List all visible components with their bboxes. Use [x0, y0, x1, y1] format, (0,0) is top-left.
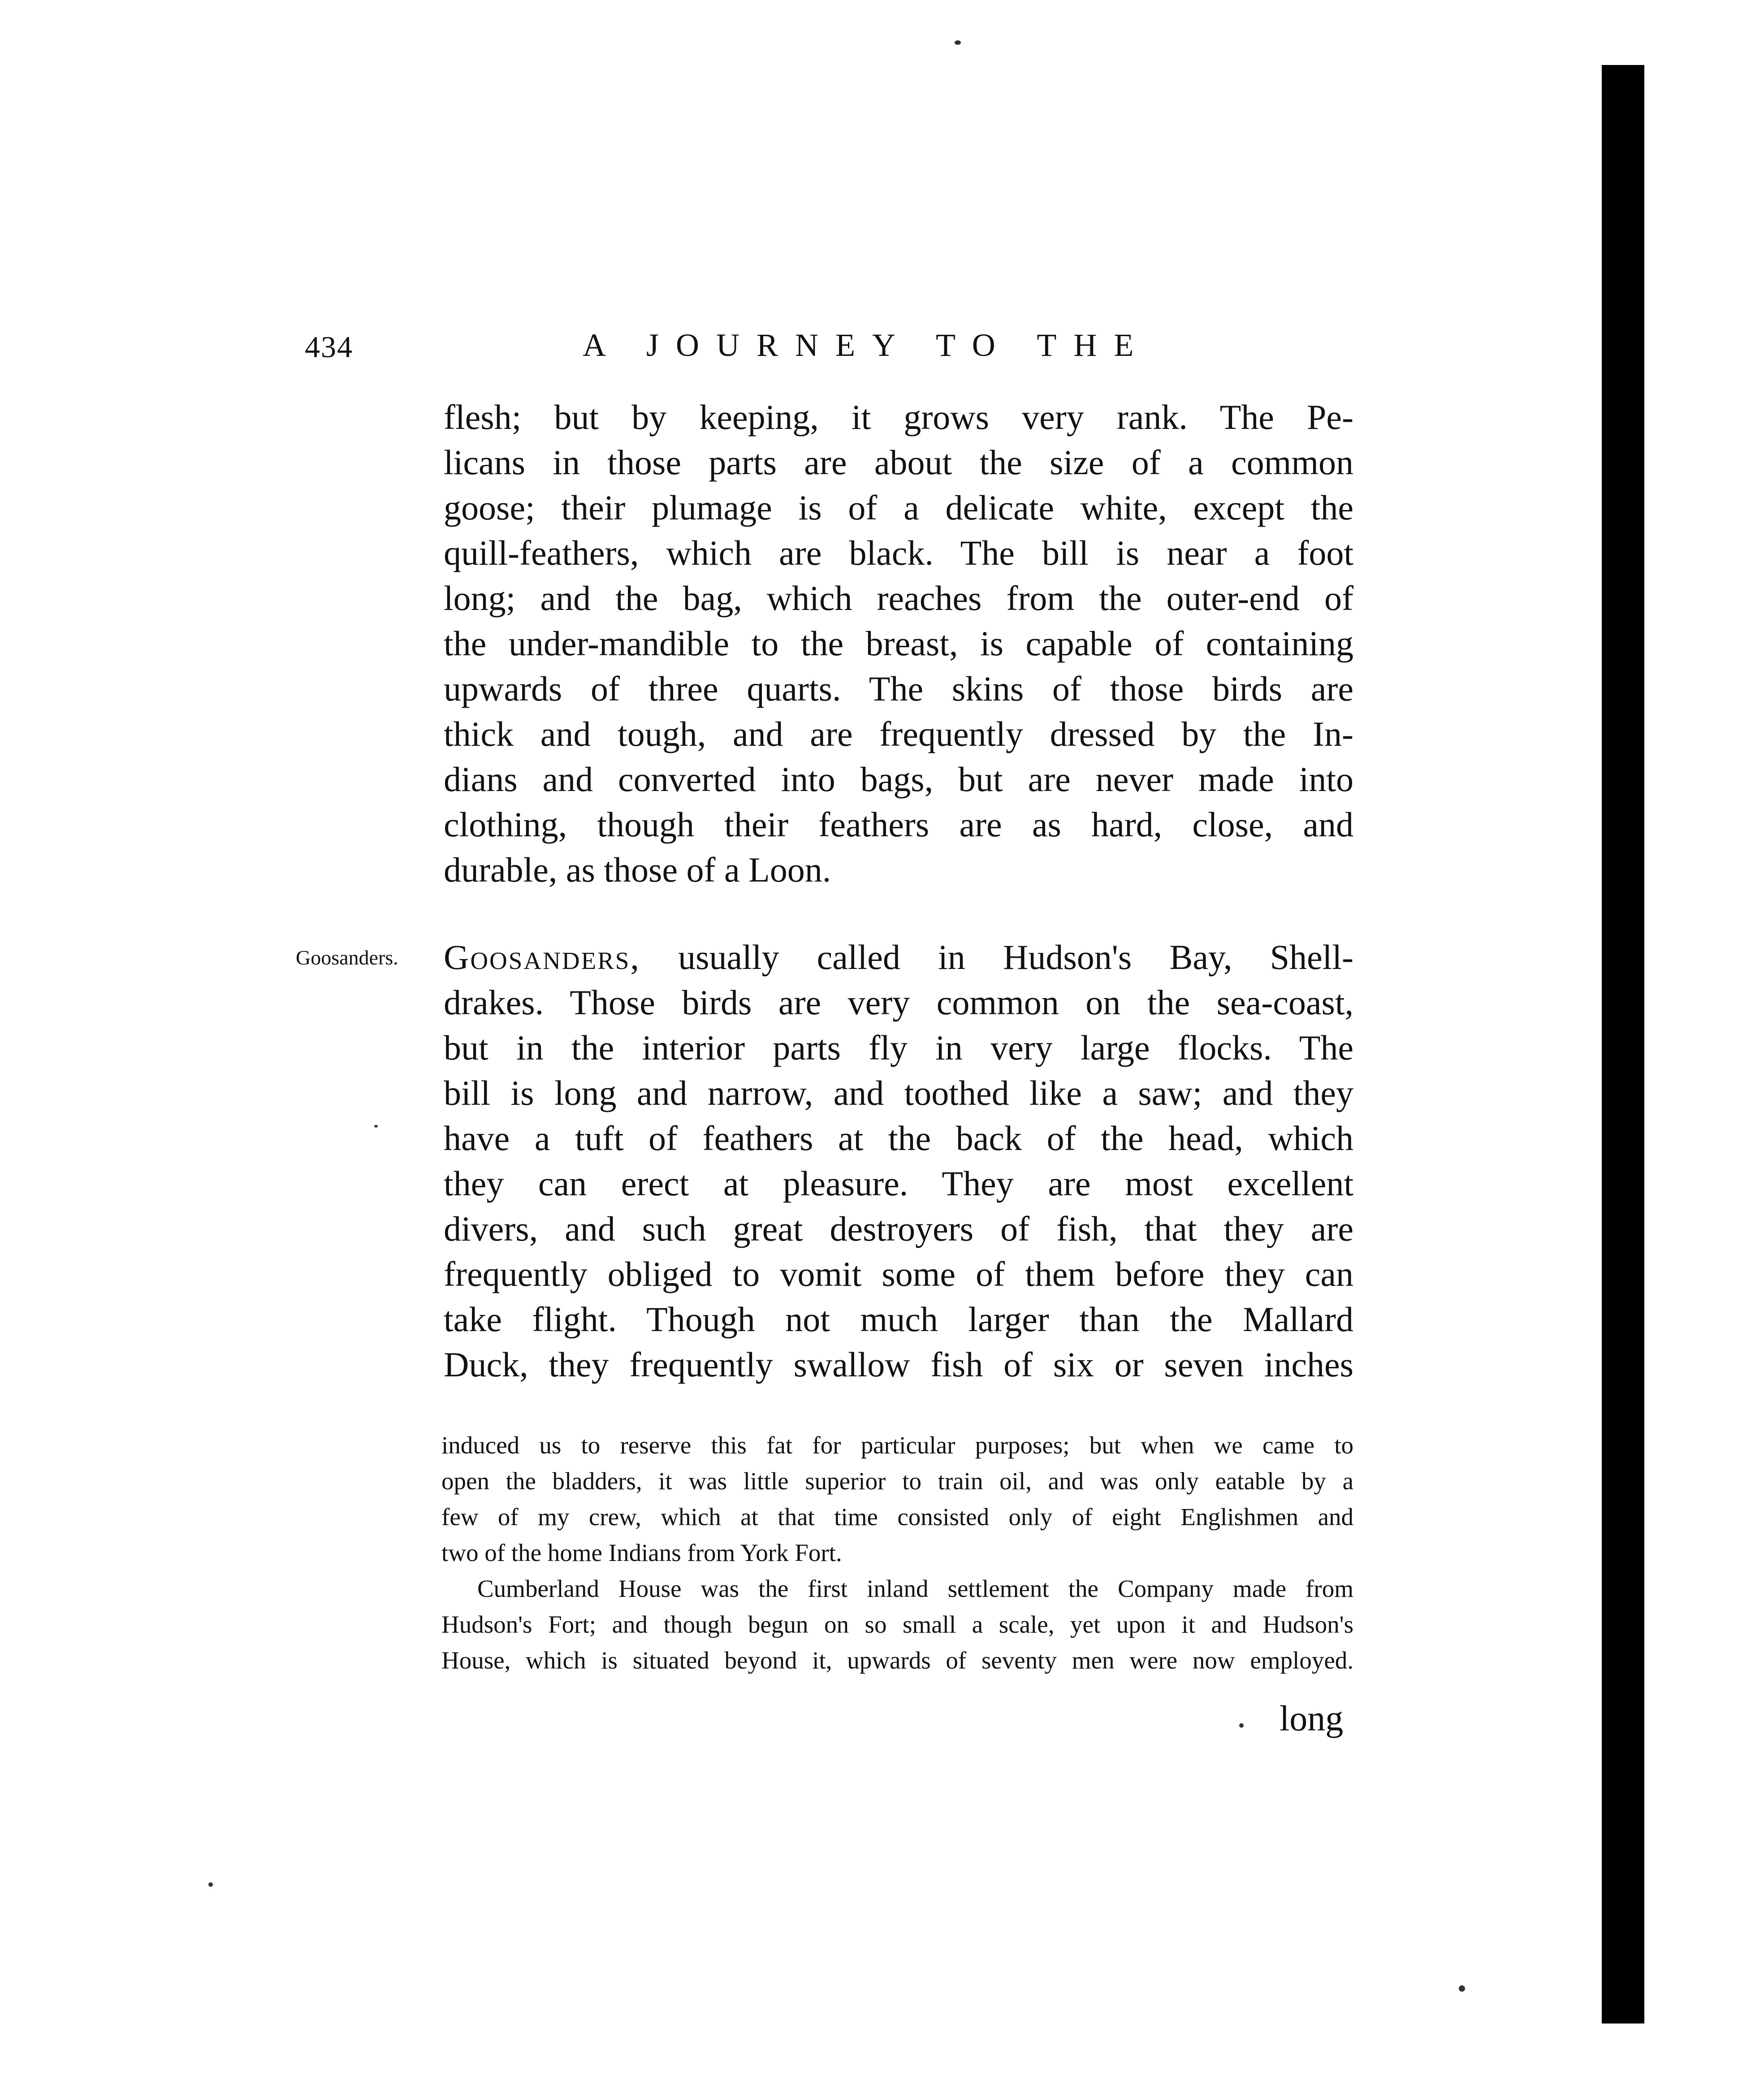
text-line: upwards of three quarts. The skins of those birds are: [444, 669, 1353, 708]
text-line: long; and the bag, which reaches from the outer-end of: [444, 579, 1353, 618]
text-line: quill-feathers, which are black. The bill is near a foot: [444, 533, 1353, 572]
footnote-line: Cumberland House was the first inland settlement the Company made from: [477, 1575, 1353, 1602]
scan-speck: [1239, 1723, 1244, 1728]
text-line: durable, as those of a Loon.: [444, 850, 831, 889]
text-line: the under-mandible to the breast, is capable of containing: [444, 624, 1353, 663]
scan-speck: [955, 40, 961, 45]
footnote-line: two of the home Indians from York Fort.: [441, 1539, 842, 1566]
page-header: [305, 329, 1362, 379]
text-line: thick and tough, and are frequently dressed by the In-: [444, 714, 1353, 753]
page-number: 434: [305, 330, 353, 364]
paragraph-goosanders: [444, 934, 1353, 1387]
text-line: have a tuft of feathers at the back of the head, which: [444, 1119, 1353, 1158]
scan-speck: [1459, 1985, 1465, 1992]
footnote-line: Hudson's Fort; and though begun on so small a scale, yet upon it and Hudson's: [441, 1611, 1353, 1638]
text-line: licans in those parts are about the size of a common: [444, 443, 1353, 482]
text-line: bill is long and narrow, and toothed like a saw; and they: [444, 1073, 1353, 1112]
text-line: flesh; but by keeping, it grows very rank. The Pe-: [444, 398, 1353, 437]
text-line: clothing, though their feathers are as hard, close, and: [444, 805, 1353, 844]
text-line: dians and converted into bags, but are never made into: [444, 760, 1353, 799]
footnote-line: induced us to reserve this fat for particular purposes; but when we came to: [441, 1431, 1353, 1459]
text-line: frequently obliged to vomit some of them before they can: [444, 1254, 1353, 1293]
scan-speck: [208, 1882, 213, 1887]
catchword: long: [1280, 1699, 1344, 1738]
footnote-cumberland-house: [441, 1571, 1353, 1678]
binding-shadow: [1602, 65, 1644, 2023]
text-line: Duck, they frequently swallow fish of six or seven inches: [444, 1345, 1353, 1384]
footnote-line: House, which is situated beyond it, upwards of seventy men were now employed.: [441, 1647, 1353, 1674]
text-line: divers, and such great destroyers of fish, that they are: [444, 1209, 1353, 1248]
lead-word: Goosanders,: [444, 938, 640, 977]
margin-note-goosanders: Goosanders.: [296, 946, 398, 969]
text-line: goose; their plumage is of a delicate white, except the: [444, 488, 1353, 527]
paragraph-pelicans: [444, 394, 1353, 892]
text-line: drakes. Those birds are very common on the sea-coast,: [444, 983, 1353, 1022]
footnote-line: few of my crew, which at that time consisted only of eight Englishmen and: [441, 1503, 1353, 1531]
footnote-line: open the bladders, it was little superior to train oil, and was only eatable by a: [441, 1467, 1353, 1495]
scan-speck: [374, 1125, 378, 1128]
running-title: A JOURNEY TO THE: [583, 327, 1151, 363]
text-line: take flight. Though not much larger than the Mallard: [444, 1300, 1353, 1339]
text-line: [444, 934, 1353, 980]
footnote-continued: [441, 1427, 1353, 1571]
text-line: but in the interior parts fly in very large flocks. The: [444, 1028, 1353, 1067]
text-line-rest: usually called in Hudson's Bay, Shell-: [640, 938, 1353, 977]
text-line: they can erect at pleasure. They are most excellent: [444, 1164, 1353, 1203]
